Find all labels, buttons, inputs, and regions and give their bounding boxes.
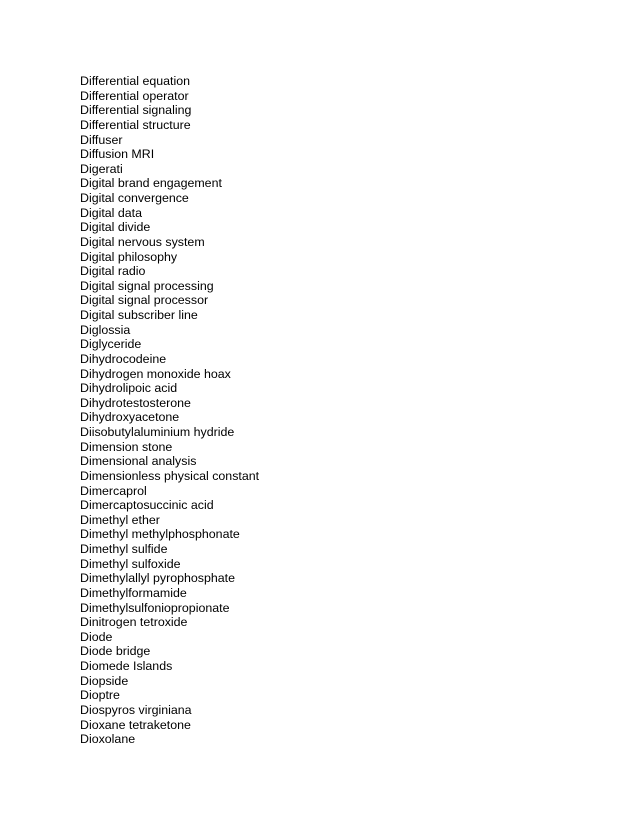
list-item: Differential equation	[80, 74, 190, 88]
list-item: Dimethyl sulfoxide	[80, 556, 181, 571]
list-item: Dihydrolipoic acid	[80, 381, 178, 396]
list-item: Digital divide	[80, 220, 151, 235]
list-item: Dimethylsulfoniopropionate	[80, 600, 230, 615]
list-item: Digital philosophy	[80, 249, 178, 264]
list-item: Dioptre	[80, 688, 120, 703]
list-item: Digital signal processor	[80, 293, 209, 308]
list-item: Dihydrocodeine	[80, 351, 167, 366]
list-item: Diffuser	[80, 132, 123, 147]
list-item: Diffusion MRI	[80, 147, 155, 162]
list-item: Dimethyl sulfide	[80, 542, 168, 556]
list-item: Diode bridge	[80, 644, 151, 659]
list-item: Dimercaprol	[80, 483, 147, 498]
list-item: Digital nervous system	[80, 234, 205, 249]
list-item: Differential operator	[80, 88, 189, 103]
list-item: Dimethyl ether	[80, 512, 160, 527]
list-item: Dimethylformamide	[80, 585, 187, 600]
list-item: Diopside	[80, 673, 129, 688]
list-item: Dimensionless physical constant	[80, 468, 260, 483]
list-item: Digital radio	[80, 264, 146, 279]
list-item: Dioxane tetraketone	[80, 717, 191, 732]
list-item: Dimethylallyl pyrophosphate	[80, 571, 235, 586]
term-list	[80, 74, 259, 747]
list-item: Dioxolane	[80, 732, 136, 747]
list-item: Diode	[80, 629, 113, 644]
list-item: Digital subscriber line	[80, 308, 198, 322]
list-item: Diglossia	[80, 322, 131, 337]
list-item: Digerati	[80, 161, 123, 176]
list-item: Dimension stone	[80, 439, 173, 454]
list-item: Diisobutylaluminium hydride	[80, 425, 235, 439]
list-item: Digital convergence	[80, 191, 189, 205]
list-item: Differential signaling	[80, 103, 192, 118]
list-item: Digital brand engagement	[80, 176, 222, 191]
list-item: Dihydrotestosterone	[80, 395, 191, 410]
list-item: Dimethyl methylphosphonate	[80, 527, 240, 542]
list-item: Diomede Islands	[80, 659, 173, 673]
list-item: Dihydrogen monoxide hoax	[80, 366, 231, 381]
list-item: Dihydroxyacetone	[80, 410, 180, 425]
list-item: Dinitrogen tetroxide	[80, 615, 188, 630]
list-item: Dimensional analysis	[80, 454, 197, 469]
list-item: Differential structure	[80, 117, 191, 132]
list-item: Diospyros virginiana	[80, 702, 192, 717]
list-item: Digital data	[80, 205, 142, 220]
list-item: Diglyceride	[80, 337, 142, 352]
list-item: Digital signal processing	[80, 278, 214, 293]
list-item: Dimercaptosuccinic acid	[80, 498, 214, 513]
